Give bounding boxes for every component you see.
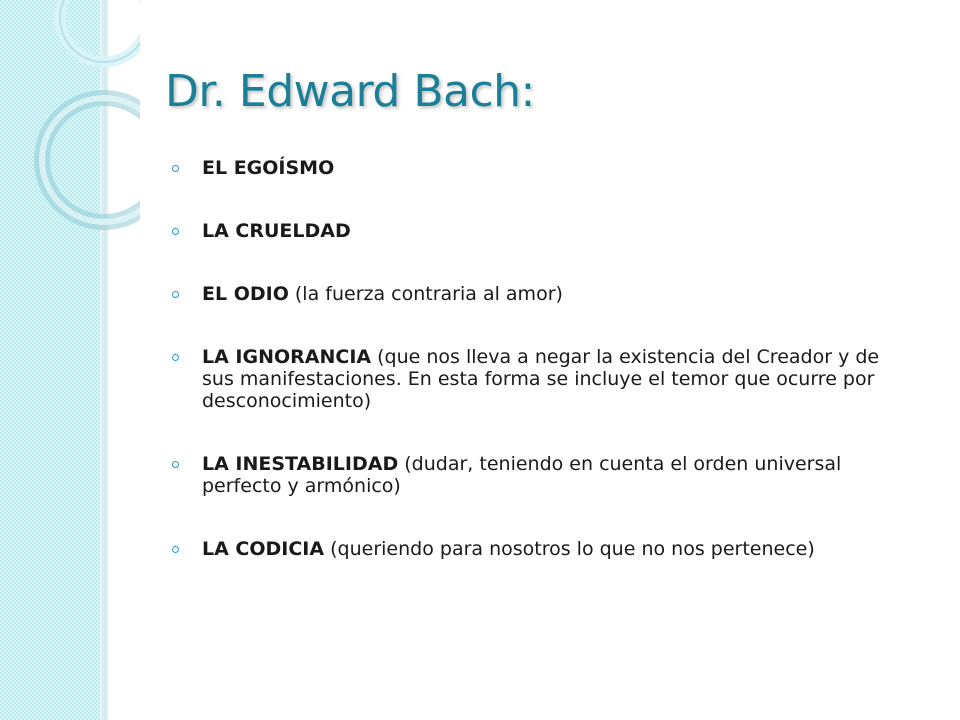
bullet-item-inestabilidad — [170, 453, 910, 497]
bullet-term: EL EGOÍSMO — [202, 157, 335, 179]
bullet-circle-icon — [172, 546, 179, 553]
bullet-detail: (que nos lleva a negar la existencia del Creador y de sus manifestaciones. En esta forma se incluye el temor que ocurre por desconocimiento) — [202, 346, 880, 412]
bullet-circle-icon — [172, 461, 179, 468]
bullet-item-egoismo — [170, 157, 910, 179]
bullet-term: LA INESTABILIDAD — [202, 453, 399, 475]
bullet-item-ignorancia — [170, 346, 910, 412]
bullet-circle-icon — [172, 354, 179, 361]
bullet-term: LA IGNORANCIA — [202, 346, 372, 368]
bullet-item-crueldad — [170, 220, 910, 242]
bullet-detail: (queriendo para nosotros lo que no nos pertenece) — [324, 538, 815, 560]
bullet-circle-icon — [172, 165, 179, 172]
lower-ring-highlight — [42, 98, 140, 222]
bullet-term: LA CRUELDAD — [202, 220, 351, 242]
bullet-item-odio — [170, 283, 910, 305]
bullet-term: EL ODIO — [202, 283, 289, 305]
bullet-list — [170, 157, 910, 601]
upper-ring — [60, 0, 140, 62]
bullet-detail: (dudar, teniendo en cuenta el orden universal perfecto y armónico) — [202, 453, 842, 497]
bullet-term: LA CODICIA — [202, 538, 325, 560]
bullet-circle-icon — [172, 291, 179, 298]
decorative-rings-icon — [0, 0, 140, 260]
slide-title: Dr. Edward Bach: — [165, 66, 535, 117]
bullet-circle-icon — [172, 228, 179, 235]
bullet-item-codicia — [170, 538, 910, 560]
bullet-detail: (la fuerza contraria al amor) — [288, 283, 563, 305]
